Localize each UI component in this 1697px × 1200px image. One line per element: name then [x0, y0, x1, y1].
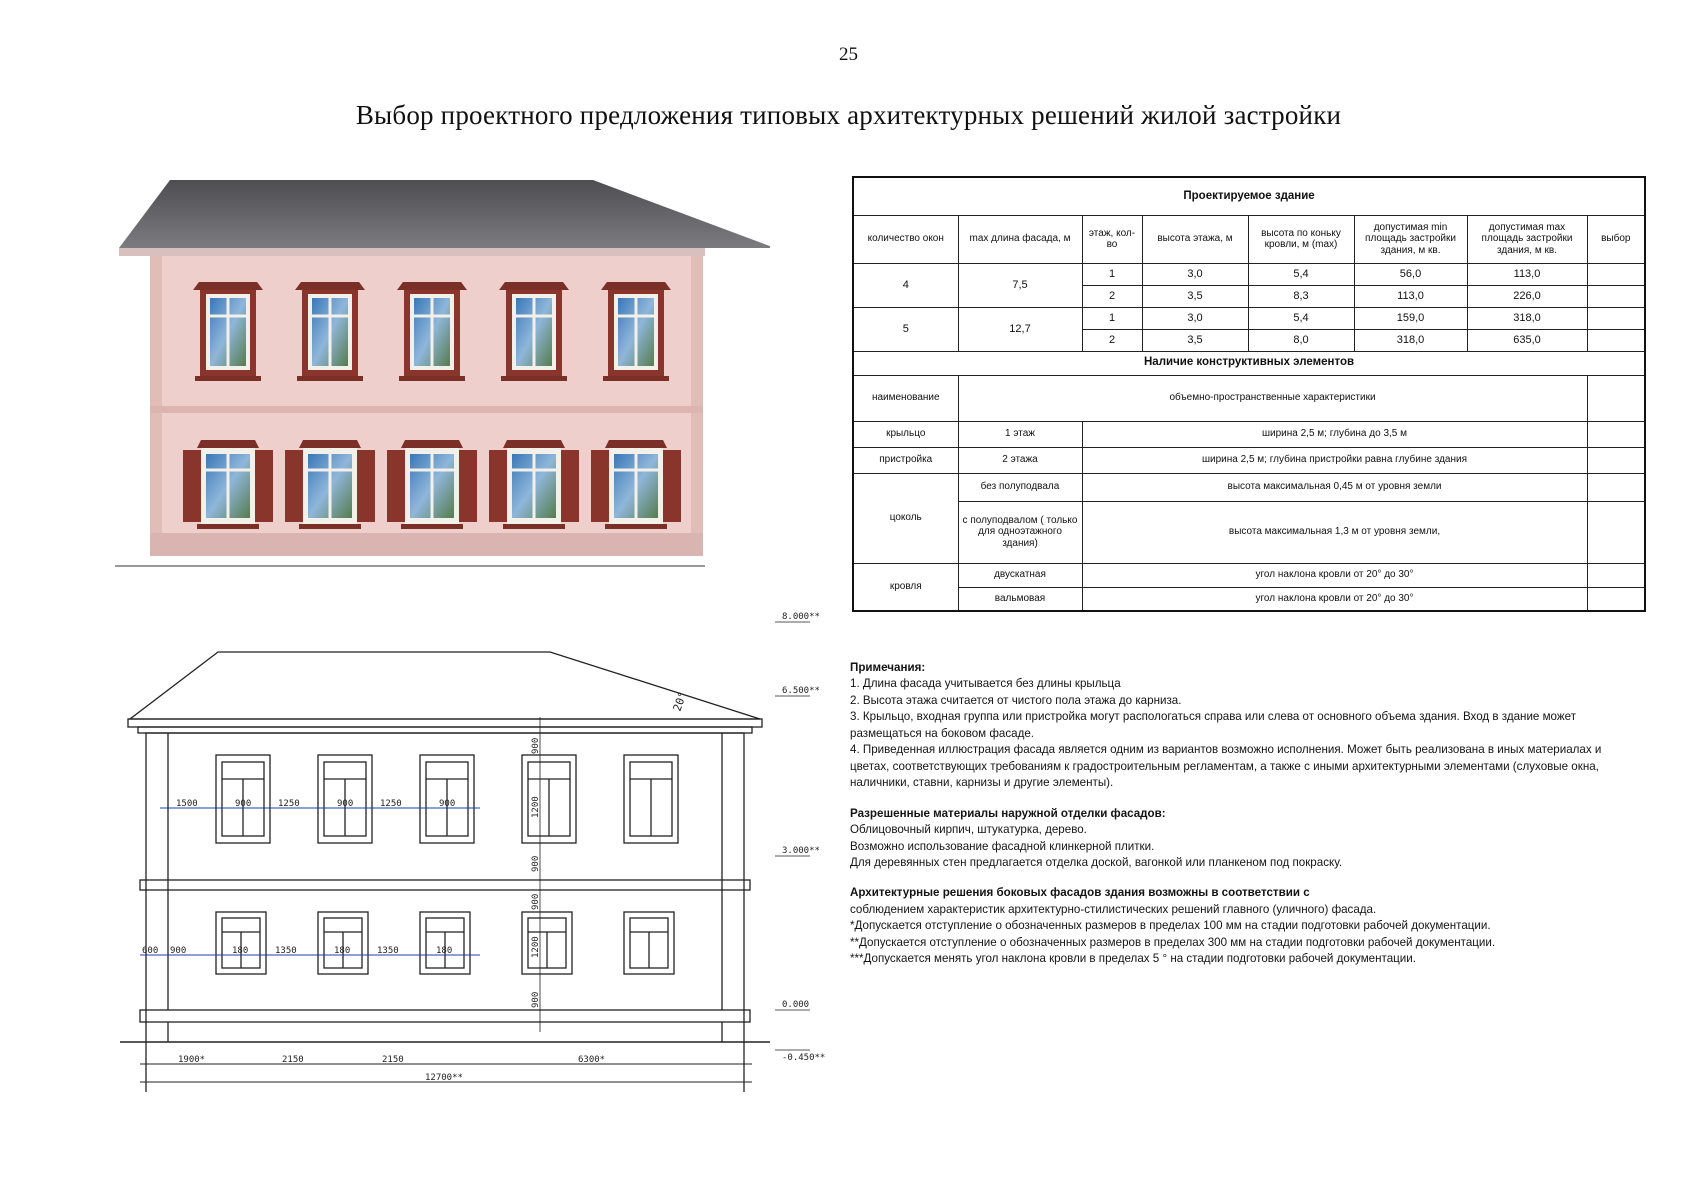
level-3000: 3.000**: [782, 846, 820, 856]
level-minus-0450: -0.450**: [782, 1053, 826, 1063]
material-2: Возможно использование фасадной клинкерной плитки.: [850, 839, 1155, 853]
dim-upper-5: 900: [439, 799, 456, 809]
dim-lower-4: 180: [334, 946, 351, 956]
dim-upper-4: 1250: [380, 799, 402, 809]
materials-heading: Разрешенные материалы наружной отделки фасадов:: [850, 806, 1166, 820]
notes-heading: Примечания:: [850, 661, 926, 674]
roof: [119, 180, 770, 248]
choice-cell[interactable]: [1587, 375, 1645, 421]
dim-upper-0: 1500: [176, 799, 198, 809]
dim-lower-2: 180: [232, 946, 249, 956]
vdim-1: 1200: [531, 796, 541, 818]
choice-cell[interactable]: [1587, 563, 1645, 587]
col-choice: выбор: [1587, 215, 1645, 263]
choice-cell[interactable]: [1587, 447, 1645, 473]
material-3: Для деревянных стен предлагается отделка доской, вагонкой или планкеном под покраску.: [850, 855, 1343, 869]
level-0000: 0.000: [782, 1000, 810, 1010]
dim-upper-2: 1250: [278, 799, 300, 809]
table-row: 2 3,5 8,3 113,0 226,0: [853, 285, 1645, 307]
dim-lower-1: 900: [170, 946, 187, 956]
choice-cell[interactable]: [1587, 285, 1645, 307]
level-6500: 6.500**: [782, 686, 820, 696]
page-number: 25: [839, 44, 858, 65]
dim-lower-3: 1350: [275, 946, 297, 956]
col-windows: количество окон: [853, 215, 958, 263]
roof-angle: 20°: [670, 689, 690, 714]
col-max-area: допустимая max площадь застройки здания, м кв.: [1467, 215, 1587, 263]
col-floor-height: высота этажа, м: [1142, 215, 1248, 263]
page-title: Выбор проектного предложения типовых архитектурных решений жилой застройки: [355, 100, 1342, 130]
choice-cell[interactable]: [1587, 263, 1645, 285]
choice-cell[interactable]: [1587, 421, 1645, 447]
bottom-dim-0: 1900*: [178, 1055, 206, 1065]
note-1: 1. Длина фасада учитывается без длины крыльца: [850, 677, 1121, 691]
dim-upper-3: 900: [337, 799, 354, 809]
facade-illustration: [115, 178, 770, 568]
choice-cell[interactable]: [1587, 587, 1645, 611]
choice-cell[interactable]: [1587, 329, 1645, 351]
col-min-area: допустимая min площадь застройки здания, м кв.: [1354, 215, 1467, 263]
col-floors: этаж, кол-во: [1082, 215, 1142, 263]
bottom-dim-3: 6300*: [578, 1055, 606, 1065]
elements-heading: Наличие конструктивных элементов: [853, 351, 1645, 375]
vdim-0: 900: [531, 737, 541, 754]
name-label: наименование: [853, 375, 958, 421]
footnote-3: ***Допускается менять угол наклона кровли в пределах 5 ° на стадии подготовки рабочей документации.: [850, 952, 1416, 966]
vdim-2: 900: [531, 855, 541, 872]
table-row: 4 7,5 1 3,0 5,4 56,0 113,0: [853, 263, 1645, 285]
dim-upper-1: 900: [235, 799, 252, 809]
side-facades-text: соблюдением характеристик архитектурно-стилистических решений главного (уличного) фасада.: [850, 902, 1377, 916]
dim-lower-6: 180: [436, 946, 453, 956]
note-3: 3. Крыльцо, входная группа или пристройка могут распологаться справа или слева от основного объема здания. Вход в здание может размещаться на боковом фасаде.: [850, 710, 1577, 740]
vdim-4: 1200: [531, 936, 541, 958]
table-row: 5 12,7 1 3,0 5,4 159,0 318,0: [853, 307, 1645, 329]
choice-cell[interactable]: [1587, 307, 1645, 329]
note-4: 4. Приведенная иллюстрация фасада является одним из вариантов возможно исполнения. Может быть реализована в иных материалах и цветах, соответствующих требованиям к градостроительным регламентам, а также с иными архитектурными элементами (слуховые окна, наличники, ставни, карнизы и другие элементы).: [850, 743, 1602, 790]
dim-lower-5: 1350: [377, 946, 399, 956]
building-spec-table: Проектируемое здание количество окон max длина фасада, м этаж, кол-во высота этажа, м высота по коньку кровли, м (max) допустимая min площадь застройки здания, м кв. допустимая max площадь застройки здания, м кв. выбор 4 7,5 1 3,0 5,4 56,0 113,0 2 3,5 8,3 113,0 226,0 5 12,7 1 3,0 5,4 159,0 318,0 2 3,5 8,0 318,0 635,0 Наличие конструктивных элементов наименование объемно-пространственные характеристики крыльцо 1 этаж ширина 2,5 м; глубина до 3,5 м пристройка 2 этажа ширина 2,5 м; глубина пристройки равна глубине здания цоколь без полуподвала высота максимальная 0,45 м от уровня земли с полуподвалом ( только для одноэтажного здания) высота максимальная 1,3 м от уровня земли, кровля двускатная угол наклона кровли от 20° до 30° вальмовая угол наклона кровли от 20° до 30°: [852, 176, 1646, 612]
note-2: 2. Высота этажа считается от чистого пола этажа до карниза.: [850, 693, 1182, 707]
upper-window: [193, 282, 263, 381]
footnote-2: **Допускается отступление о обозначенных размеров в пределах 300 мм на стадии подготовки рабочей документации.: [850, 935, 1496, 949]
level-8000: 8.000**: [782, 612, 820, 622]
col-length: max длина фасада, м: [958, 215, 1082, 263]
vdim-3: 900: [531, 893, 541, 910]
material-1: Облицовочный кирпич, штукатурка, дерево.: [850, 823, 1087, 837]
drawing-windows-lower: [216, 912, 674, 974]
side-facades-heading: Архитектурные решения боковых фасадов здания возможны в соответствии с: [850, 886, 1310, 900]
choice-cell[interactable]: [1587, 473, 1645, 501]
lower-window: [183, 440, 273, 529]
drawing-roof: [130, 652, 760, 719]
bottom-dim-1: 2150: [282, 1055, 304, 1065]
characteristics-label: объемно-пространственные характеристики: [958, 375, 1587, 421]
table-row: 2 3,5 8,0 318,0 635,0: [853, 329, 1645, 351]
facade-technical-drawing: [120, 612, 840, 1092]
col-ridge-height: высота по коньку кровли, м (max): [1248, 215, 1354, 263]
vdim-5: 900: [531, 991, 541, 1008]
bottom-dim-2: 2150: [382, 1055, 404, 1065]
dim-lower-0: 600: [142, 946, 159, 956]
footnote-1: *Допускается отступление о обозначенных размеров в пределах 100 мм на стадии подготовки рабочей документации.: [850, 919, 1491, 933]
total-dim: 12700**: [425, 1073, 463, 1083]
table-heading: Проектируемое здание: [853, 177, 1645, 215]
notes-section: [850, 660, 1630, 968]
choice-cell[interactable]: [1587, 501, 1645, 563]
